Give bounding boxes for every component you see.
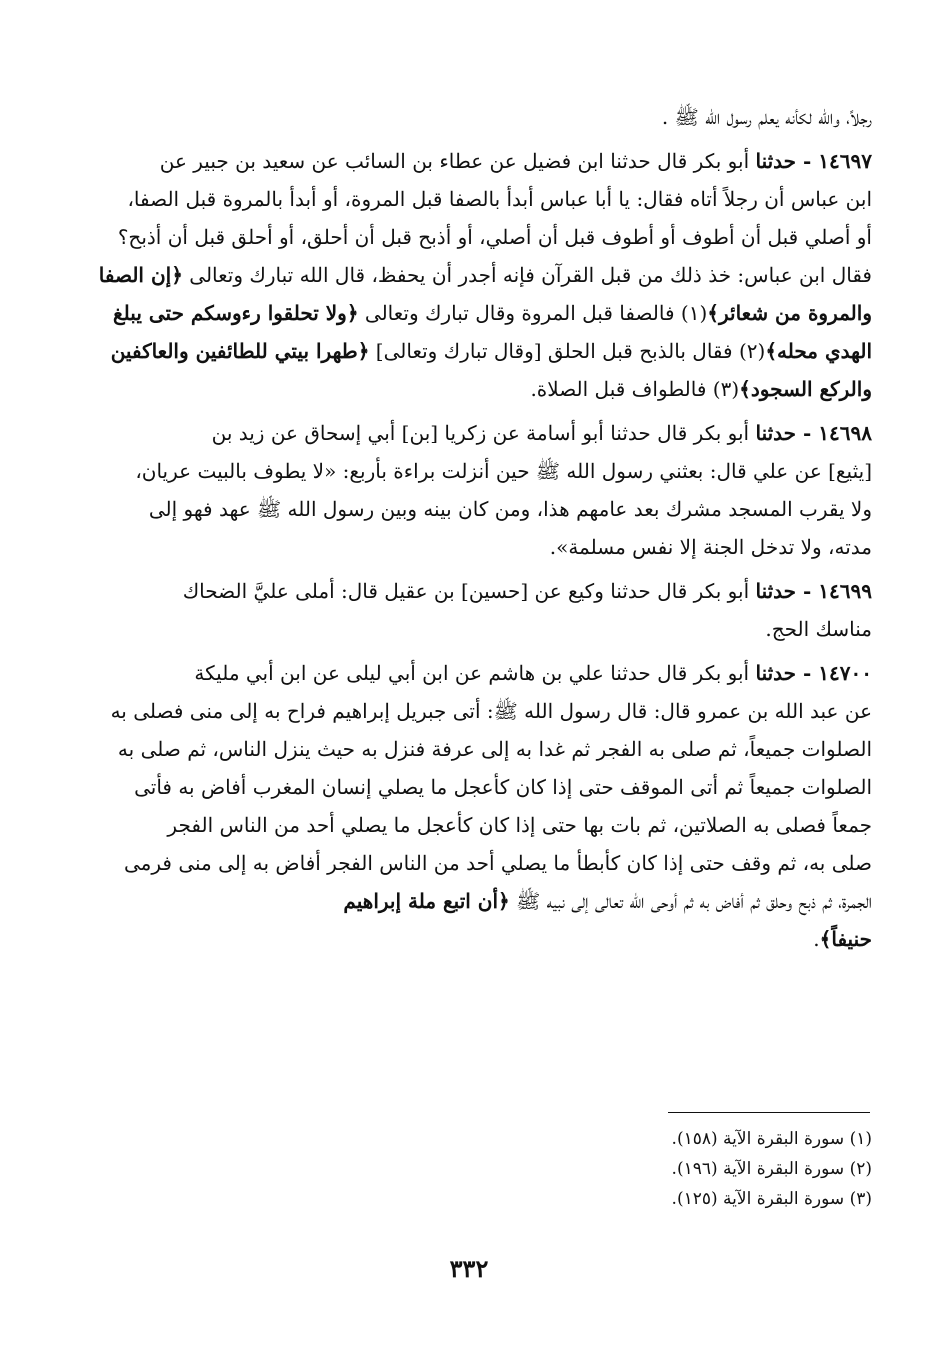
text-line [76,806,872,844]
text-line [76,452,872,490]
text-segment: . [813,927,820,951]
text-line [76,768,872,806]
text-line [76,98,872,136]
bold-segment: ﴿ولا تحلقوا رءوسكم حتى يبلغ [113,301,359,325]
text-segment: أبو بكر قال حدثنا وكيع عن [حسين] بن عقيل قال: أملى عليَّ الضحاك [182,579,756,603]
text-line [76,610,872,648]
text-line [76,142,872,180]
footnote-2: (٢) سورة البقرة الآية (١٩٦). [671,1159,872,1179]
text-segment: الصلوات جميعاً، ثم صلى به الفجر ثم غدا به إلى عرفة فنزل به حيث ينزل الناس، ثم صلى به [117,737,872,761]
text-line [76,256,872,294]
footnote-divider [668,1112,870,1113]
text-segment: أبو بكر قال حدثنا علي بن هاشم عن ابن أبي ليلى عن ابن أبي مليكة [194,661,756,685]
text-segment: فقال ابن عباس: خذ ذلك من قبل القرآن فإنه أجدر أن يحفظ، قال الله تبارك وتعالى [182,263,872,287]
paragraph [76,654,872,958]
footnote-1: (١) سورة البقرة الآية (١٥٨). [671,1129,872,1149]
text-line [76,654,872,692]
footnotes [560,1124,872,1214]
bold-segment: الهدي محله﴾ [765,339,872,363]
footnote-3: (٣) سورة البقرة الآية (١٢٥). [671,1189,872,1209]
text-line [76,294,872,332]
bold-segment: ﴿أن اتبع ملة إبراهيم [343,889,510,913]
text-segment: جمعاً فصلى به الصلاتين، ثم بات بها حتى إذا كان كأعجل ما يصلي أحد من الناس الفجر [167,813,872,837]
bold-segment: والركع السجود﴾ [739,377,872,401]
text-segment: (٢) فقال بالذبح قبل الحلق [وقال تبارك وتعالى] [369,339,766,363]
text-segment: صلى به، ثم وقف حتى إذا كان كأبطأ ما يصلي أحد من الناس الفجر أفاض به إلى منى فرمى [124,851,872,875]
text-segment: الصلوات جميعاً ثم أتى الموقف حتى إذا كان كأعجل ما يصلي إنسان المغرب أفاض به فأتى [134,775,872,799]
text-segment: [يثيع] عن علي قال: بعثني رسول الله ﷺ حين أنزلت براءة بأربع: «لا يطوف بالبيت عريان، [135,459,872,483]
text-line [76,218,872,256]
text-line [76,180,872,218]
text-segment: مدته، ولا تدخل الجنة إلا نفس مسلمة». [549,535,872,559]
bold-segment: حنيفاً﴾ [819,927,872,951]
text-line [76,370,872,408]
text-line [76,414,872,452]
text-line [76,882,872,920]
text-segment: الجمرة، ثم ذبح وحلق ثم أفاض به ثم أوحى الله تعالى إلى نبيه ﷺ [509,889,872,913]
text-segment: مناسك الحج. [765,617,872,641]
text-segment: عن عبد الله بن عمرو قال: قال رسول الله ﷺ: أتى جبريل إبراهيم فراح به إلى منى فصلى به [110,699,872,723]
paragraph [76,142,872,408]
text-line [76,332,872,370]
text-segment: أو أصلي قبل أن أطوف أو أطوف قبل أن أصلي، أو أذبح قبل أن أحلق، أو أحلق قبل أن أذبح؟ [117,225,872,249]
bold-segment: ١٤٧٠٠ - حدثنا [755,661,872,685]
text-segment: رجلاً، والله لكأنه يعلم رسول الله ﷺ . [661,105,872,129]
text-segment: (١) فالصفا قبل المروة وقال تبارك وتعالى [358,301,708,325]
text-segment: أبو بكر قال حدثنا أبو أسامة عن زكريا [بن] أبي إسحاق عن زيد بن [211,421,756,445]
text-line [76,528,872,566]
bold-segment: ١٤٦٩٧ - حدثنا [755,149,872,173]
page-number: ٣٣٢ [449,1254,489,1283]
paragraph [76,572,872,648]
bold-segment: والمروة من شعائر﴾ [707,301,872,325]
text-line [76,692,872,730]
text-segment: ولا يقرب المسجد مشرك بعد عامهم هذا، ومن كان بينه وبين رسول الله ﷺ عهد فهو إلى [148,497,872,521]
text-line [76,490,872,528]
text-line [76,844,872,882]
paragraph [76,98,872,136]
bold-segment: ١٤٦٩٩ - حدثنا [755,579,872,603]
paragraph [76,414,872,566]
text-line [76,920,872,958]
text-segment: ابن عباس أن رجلاً أتاه فقال: يا أبا عباس أبدأ بالصفا قبل المروة، أو أبدأ بالمروة قبل الصفا، [127,187,872,211]
text-line [76,730,872,768]
text-segment: (٣) فالطواف قبل الصلاة. [530,377,740,401]
bold-segment: ﴿إن الصفا [98,263,183,287]
text-segment: أبو بكر قال حدثنا ابن فضيل عن عطاء بن السائب عن سعيد بن جبير عن [159,149,756,173]
bold-segment: ﴿طهرا بيتي للطائفين والعاكفين [110,339,370,363]
text-line [76,572,872,610]
main-text [76,98,872,958]
bold-segment: ١٤٦٩٨ - حدثنا [755,421,872,445]
